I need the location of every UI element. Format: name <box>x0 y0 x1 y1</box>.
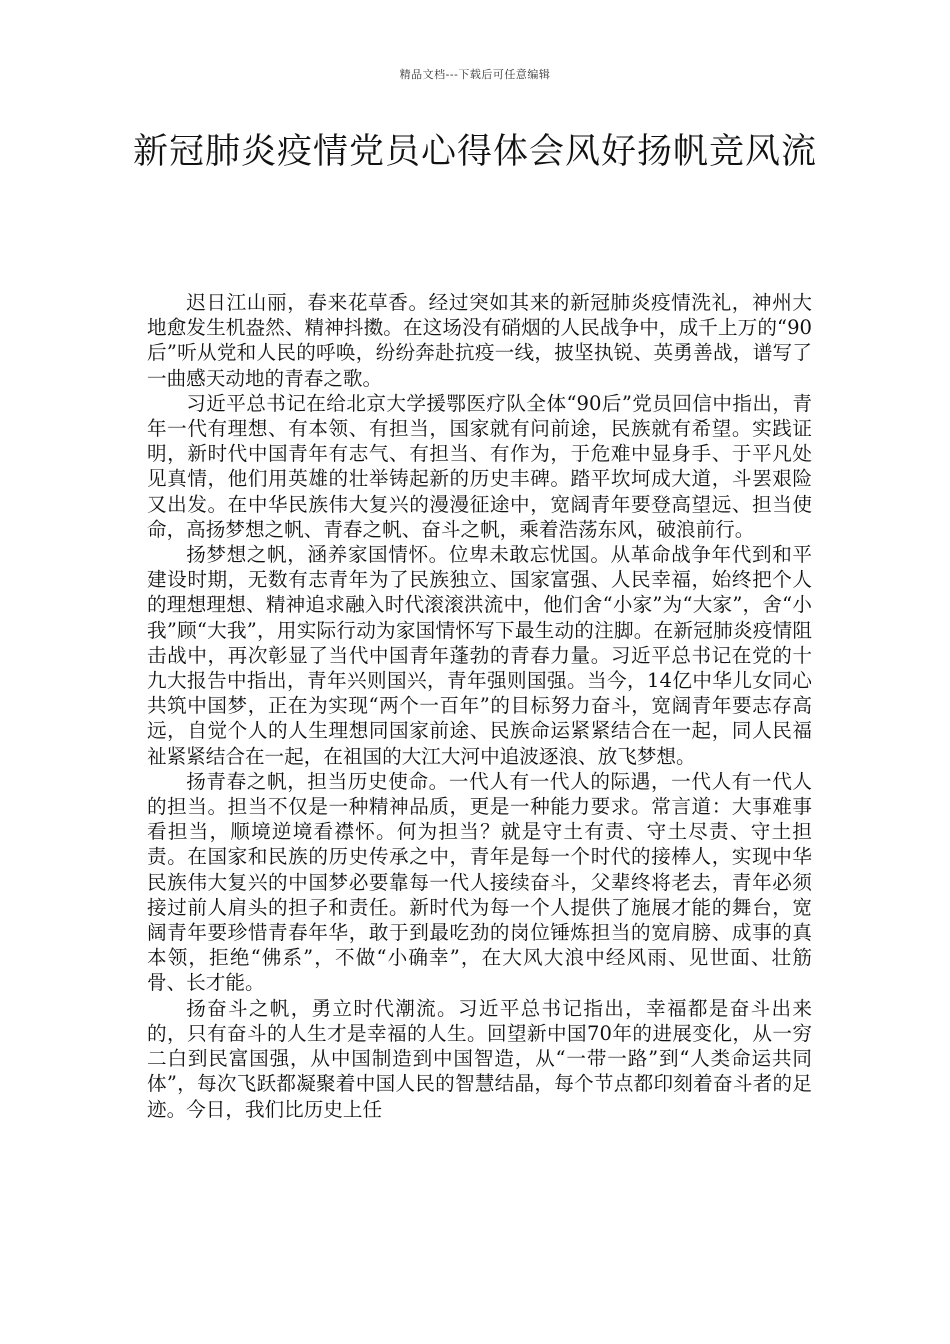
document-title: 新冠肺炎疫情党员心得体会风好扬帆竞风流 <box>132 132 817 172</box>
paragraph: 扬梦想之帆，涵养家国情怀。位卑未敢忘忧国。从革命战争年代到和平建设时期，无数有志青年为了民族独立、国家富强、人民幸福，始终把个人的理想理想、精神追求融入时代滚滚洪流中，他们舍“小家”为“大家”，舍“小我”顾“大我”，用实际行动为家国情怀写下最生动的注脚。在新冠肺炎疫情阻击战中，再次彰显了当代中国青年蓬勃的青春力量。习近平总书记在党的十九大报告中指出，青年兴则国兴，青年强则国强。当今，14亿中华儿女同心共筑中国梦，正在为实现“两个一百年”的目标努力奋斗，宽阔青年要志存高远，自觉个人的人生理想同国家前途、民族命运紧紧结合在一起，同人民福祉紧紧结合在一起，在祖国的大江大河中追波逐浪、放飞梦想。 <box>147 543 812 768</box>
paragraph: 扬奋斗之帆，勇立时代潮流。习近平总书记指出，幸福都是奋斗出来的，只有奋斗的人生才是幸福的人生。回望新中国70年的进展变化，从一穷二白到民富国强，从中国制造到中国智造，从“一带一路”到“人类命运共同体”，每次飞跃都凝聚着中国人民的智慧结晶，每个节点都印刻着奋斗者的足迹。今日，我们比历史上任 <box>147 996 812 1121</box>
paragraph: 迟日江山丽，春来花草香。经过突如其来的新冠肺炎疫情洗礼，神州大地愈发生机盎然、精神抖擞。在这场没有硝烟的人民战争中，成千上万的“90后”听从党和人民的呼唤，纷纷奔赴抗疫一线，披坚执锐、英勇善战，谱写了一曲感天动地的青春之歌。 <box>147 291 812 390</box>
page-header: 精品文档---下载后可任意编辑 <box>399 68 551 81</box>
document-body <box>147 290 812 1122</box>
paragraph: 习近平总书记在给北京大学援鄂医疗队全体“90后”党员回信中指出，青年一代有理想、有本领、有担当，国家就有问前途，民族就有希望。实践证明，新时代中国青年有志气、有担当、有作为，于危难中显身手、于平凡处见真情，他们用英雄的壮举铸起新的历史丰碑。踏平坎坷成大道，斗罢艰险又出发。在中华民族伟大复兴的漫漫征途中，宽阔青年要登高望远、担当使命，高扬梦想之帆、青春之帆、奋斗之帆，乘着浩荡东风，破浪前行。 <box>147 391 812 541</box>
paragraph: 扬青春之帆，担当历史使命。一代人有一代人的际遇，一代人有一代人的担当。担当不仅是一种精神品质，更是一种能力要求。常言道：大事难事看担当，顺境逆境看襟怀。何为担当？就是守土有责、守土尽责、守土担责。在国家和民族的历史传承之中，青年是每一个时代的接棒人，实现中华民族伟大复兴的中国梦必要靠每一代人接续奋斗，父辈终将老去，青年必须接过前人肩头的担子和责任。新时代为每一个人提供了施展才能的舞台，宽阔青年要珍惜青春年华，敢于到最吃劲的岗位锤炼担当的宽肩膀、成事的真本领，拒绝“佛系”，不做“小确幸”，在大风大浪中经风雨、见世面、壮筋骨、长才能。 <box>147 769 812 995</box>
